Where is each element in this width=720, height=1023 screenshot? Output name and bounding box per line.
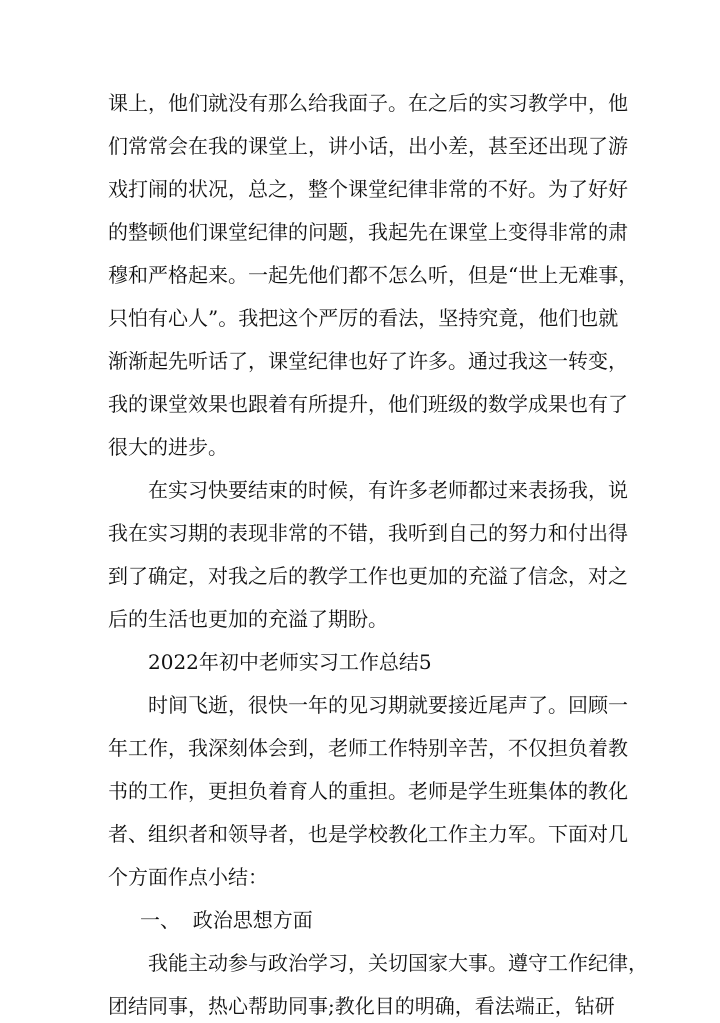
paragraph-line: 年工作，我深刻体会到，老师工作特别辛苦，不仅担负着教 [108,736,628,760]
paragraph-line: 课上，他们就没有那么给我面子。在之后的实习教学中，他 [108,91,628,115]
paragraph-line: 戏打闹的状况，总之，整个课堂纪律非常的不好。为了好好 [108,177,628,201]
paragraph-line-indented: 我能主动参与政治学习，关切国家大事。遵守工作纪律， [148,951,648,975]
paragraph-line: 书的工作，更担负着育人的重担。老师是学生班集体的教化 [108,779,628,803]
paragraph-line: 后的生活也更加的充溢了期盼。 [108,607,388,631]
paragraph-line-indented: 在实习快要结束的时候，有许多老师都过来表扬我，说 [148,478,628,502]
paragraph-line: 者、组织者和领导者，也是学校教化工作主力军。下面对几 [108,822,628,846]
paragraph-line: 们常常会在我的课堂上，讲小话，出小差，甚至还出现了游 [108,134,628,158]
paragraph-line: 我的课堂效果也跟着有所提升，他们班级的数学成果也有了 [108,392,628,416]
paragraph-line: 渐渐起先听话了，课堂纪律也好了许多。通过我这一转变， [108,349,628,373]
paragraph-line: 很大的进步。 [108,435,228,459]
paragraph-line: 团结同事，热心帮助同事;教化目的明确，看法端正，钻研 [108,994,615,1018]
paragraph-line: 只怕有心人”。我把这个严厉的看法，坚持究竟，他们也就 [108,306,619,330]
paragraph-line: 的整顿他们课堂纪律的问题，我起先在课堂上变得非常的肃 [108,220,628,244]
paragraph-line: 到了确定，对我之后的教学工作也更加的充溢了信念，对之 [108,564,628,588]
paragraph-line: 穆和严格起来。一起先他们都不怎么听，但是“世上无难事， [108,263,639,287]
paragraph-line: 个方面作点小结： [108,865,268,889]
subsection-heading: 一、 政治思想方面 [140,908,313,932]
paragraph-line-indented: 时间飞逝，很快一年的见习期就要接近尾声了。回顾一 [148,693,628,717]
section-heading: 2022年初中老师实习工作总结5 [148,650,432,674]
paragraph-line: 我在实习期的表现非常的不错，我听到自己的努力和付出得 [108,521,628,545]
